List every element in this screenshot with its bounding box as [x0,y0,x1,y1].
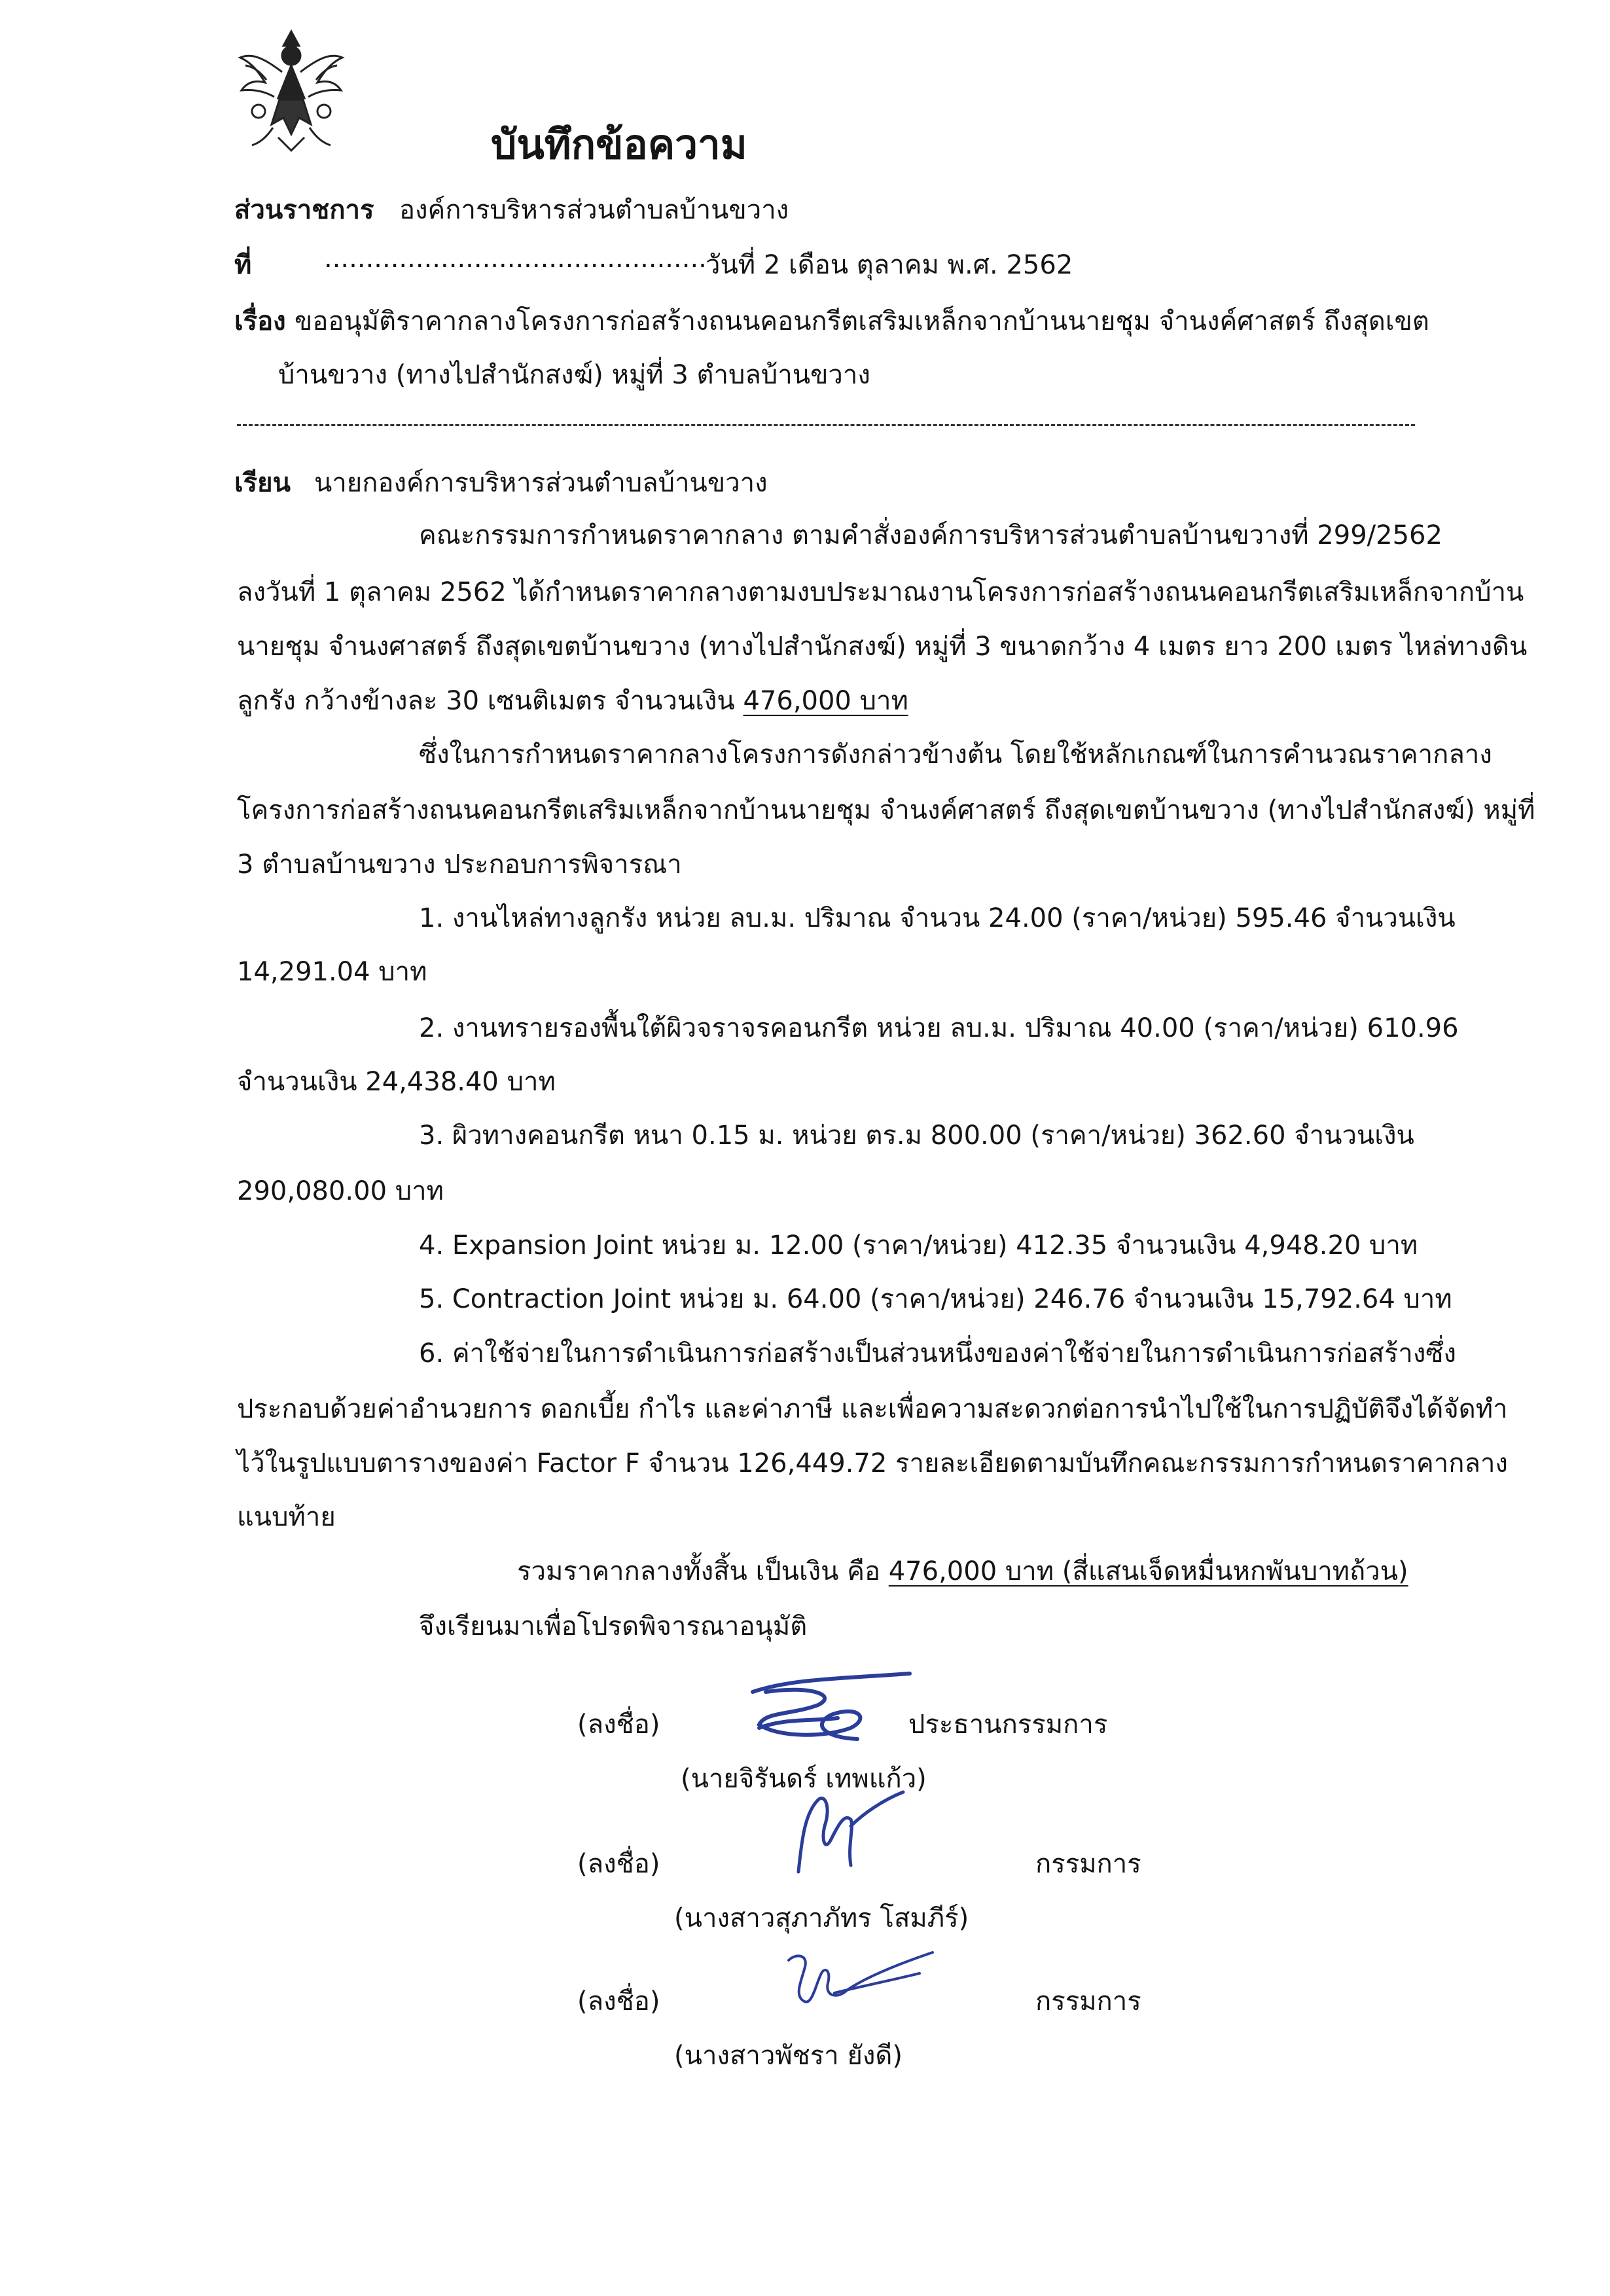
paragraph-2-line-3: 3 ตำบลบ้านขวาง ประกอบการพิจารณา [237,850,682,880]
header-divider [237,424,1415,426]
paragraph-1-line-2: ลงวันที่ 1 ตุลาคม 2562 ได้กำหนดราคากลางตามงบประมาณงานโครงการก่อสร้างถนนคอนกรีตเสริมเหล็กจากบ้าน [237,577,1524,607]
subject-line-1: ขออนุมัติราคากลางโครงการก่อสร้างถนนคอนกรีตเสริมเหล็กจากบ้านนายชุม จำนงค์ศาสตร์ ถึงสุดเขต [295,306,1429,336]
garuda-emblem-icon [232,20,350,154]
item-3-line-1: 3. ผิวทางคอนกรีต หนา 0.15 ม. หน่วย ตร.ม 800.00 (ราคา/หน่วย) 362.60 จำนวนเงิน [419,1121,1414,1151]
to-value: นายกองค์การบริหารส่วนตำบลบ้านขวาง [314,468,768,498]
item-4: 4. Expansion Joint หน่วย ม. 12.00 (ราคา/หน่วย) 412.35 จำนวนเงิน 4,948.20 บาท [419,1230,1418,1261]
signature-3-mark [776,1947,939,2019]
paragraph-1-amount: 476,000 บาท [743,686,908,716]
item-2-line-2: จำนวนเงิน 24,438.40 บาท [237,1067,556,1097]
agency-label: ส่วนราชการ [234,195,374,225]
total-amount: 476,000 บาท (สี่แสนเจ็ดหมื่นหกพันบาทถ้วน) [888,1556,1408,1587]
signature-1-name: (นายจิรันดร์ เทพแก้ว) [681,1764,927,1794]
item-1-line-2: 14,291.04 บาท [237,957,427,987]
item-6-line-2: ประกอบด้วยค่าอำนวยการ ดอกเบี้ย กำไร และค่าภาษี และเพื่อความสะดวกต่อการนำไปใช้ในการปฏิบัติจึงได้จัดทำ [237,1394,1508,1424]
closing-line: จึงเรียนมาเพื่อโปรดพิจารณาอนุมัติ [419,1611,808,1641]
signature-1-mark [740,1666,936,1751]
item-1-line-1: 1. งานไหล่ทางลูกรัง หน่วย ลบ.ม. ปริมาณ จำนวน 24.00 (ราคา/หน่วย) 595.46 จำนวนเงิน [419,903,1456,933]
signature-2-mark [785,1787,916,1875]
paragraph-1-line-1: คณะกรรมการกำหนดราคากลาง ตามคำสั่งองค์การบริหารส่วนตำบลบ้านขวางที่ 299/2562 [419,520,1442,550]
total-label: รวมราคากลางทั้งสิ้น เป็นเงิน คือ [517,1556,889,1587]
item-6-line-3: ไว้ในรูปแบบตารางของค่า Factor F จำนวน 126,449.72 รายละเอียดตามบันทึกคณะกรรมการกำหนดราคากลาง [237,1448,1508,1479]
item-2-line-1: 2. งานทรายรองพื้นใต้ผิวจราจรคอนกรีต หน่วย ลบ.ม. ปริมาณ 40.00 (ราคา/หน่วย) 610.96 [419,1013,1459,1043]
subject-label: เรื่อง [234,306,286,336]
subject-line-2: บ้านขวาง (ทางไปสำนักสงฆ์) หมู่ที่ 3 ตำบลบ้านขวาง [278,360,870,390]
ref-label: ที่ [234,250,252,280]
paragraph-2-line-1: ซึ่งในการกำหนดราคากลางโครงการดังกล่าวข้างต้น โดยใช้หลักเกณฑ์ในการคำนวณราคากลาง [419,740,1492,770]
signature-2-role: กรรมการ [1035,1849,1141,1879]
item-6-line-4: แนบท้าย [237,1502,336,1532]
total-line [517,1550,1408,1592]
signature-2-label: (ลงชื่อ) [577,1849,660,1879]
agency-value: องค์การบริหารส่วนตำบลบ้านขวาง [399,195,789,225]
signature-3-name: (นางสาวพัชรา ยังดี) [674,2041,903,2071]
paragraph-2-line-2: โครงการก่อสร้างถนนคอนกรีตเสริมเหล็กจากบ้านนายชุม จำนงค์ศาสตร์ ถึงสุดเขตบ้านขวาง (ทางไปสำนักสงฆ์) หมู่ที่ [237,795,1535,825]
signature-2-name: (นางสาวสุภาภัทร โสมภีร์) [674,1903,969,1933]
item-5: 5. Contraction Joint หน่วย ม. 64.00 (ราคา/หน่วย) 246.76 จำนวนเงิน 15,792.64 บาท [419,1284,1452,1314]
memo-date: วันที่ 2 เดือน ตุลาคม พ.ศ. 2562 [706,250,1073,280]
item-3-line-2: 290,080.00 บาท [237,1176,444,1206]
paragraph-1-line-3: นายชุม จำนงศาสตร์ ถึงสุดเขตบ้านขวาง (ทางไปสำนักสงฆ์) หมู่ที่ 3 ขนาดกว้าง 4 เมตร ยาว 200 เมตร ไหล่ทางดิน [237,632,1528,662]
item-6-line-1: 6. ค่าใช้จ่ายในการดำเนินการก่อสร้างเป็นส่วนหนึ่งของค่าใช้จ่ายในการดำเนินการก่อสร้างซึ่ง [419,1338,1457,1369]
to-label: เรียน [234,468,291,498]
signature-3-role: กรรมการ [1035,1986,1141,2017]
paragraph-1-line-4-text: ลูกรัง กว้างข้างละ 30 เซนติเมตร จำนวนเงิน [237,686,743,716]
ref-value: .............................................. [324,243,707,274]
memo-title: บันทึกข้อความ [491,120,747,168]
signature-1-label: (ลงชื่อ) [577,1710,660,1740]
signature-3-label: (ลงชื่อ) [577,1986,660,2017]
signature-1-role: ประธานกรรมการ [908,1710,1108,1740]
paragraph-1-line-4 [237,679,908,721]
